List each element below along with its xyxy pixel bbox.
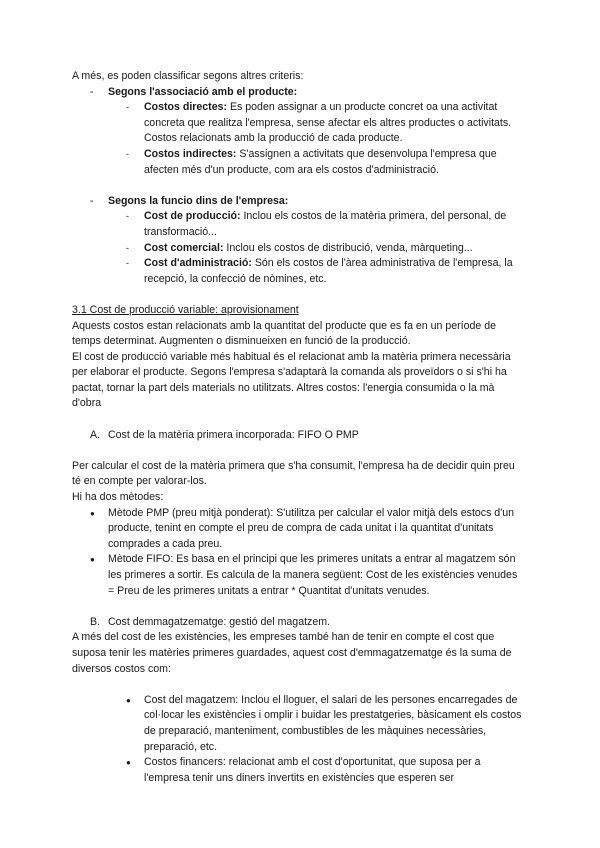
item-term: Cost d'administració:: [144, 257, 252, 270]
group-function-title: Segons la funcio dins de l'empresa:: [108, 194, 289, 207]
group-association-title: Segons l'associació amb el producte:: [108, 85, 298, 98]
document-page: [72, 69, 522, 786]
item-text: Són els costos de l'àrea administrativa de l'empresa, la recepció, la confecció de nòmines, etc.: [144, 257, 513, 285]
list-item: ● Mètode PMP (preu mitjà ponderat): S'utilitza per calcular el valor mitjà dels estocs d'un producte, tenint en compte el preu de compra de cada unitat i la quantitat d'unitats comprades a cada preu.: [72, 506, 522, 553]
subsection-title: Cost de la matèria primera incorporada: FIFO O PMP: [108, 428, 359, 441]
item-text: Inclou els costos de distribució, venda, màrqueting...: [223, 241, 473, 254]
subsection-b-heading: [72, 615, 522, 631]
item-text: Es poden assignar a un producte concret oa una activitat concreta que realitza l'empresa, sense afectar els altres productes o activitats. Costos relacionats amb la producció de cada producte.: [144, 101, 512, 145]
item-term: Costos indirectes:: [144, 147, 237, 160]
group-function-items: [108, 209, 522, 287]
classification-list: [72, 85, 522, 179]
list-item: ● Cost del magatzem: Inclou el lloguer, el salari de les persones encarregades de col·locar les existències i omplir i buidar les prestatgeries, bàsicament els costos de preparació, manteniment, combustibles de les màquines necessàries, preparació, etc.: [72, 693, 522, 755]
paragraph: El cost de producció variable més habitual és el relacionat amb la matèria primera necessària per elaborar el producte. Segons l'empresa s'adaptarà la comanda als proveïdors o si s'hi ha pactat, tornar la part dels materials no utilitzats. Altres costos: l'energia consumida o la mà d'obra: [72, 350, 511, 410]
methods-list: [72, 506, 522, 600]
intro-text: A més, es poden classificar segons altres criteris:: [72, 70, 304, 82]
list-item: [108, 209, 522, 240]
item-text: S'assignen a activitats que desenvolupa l'empresa que afecten més d'un producte, com ara els costos d'administració.: [144, 147, 497, 176]
list-item: [108, 147, 522, 178]
group-association-items: [108, 100, 522, 178]
item-term: Cost comercial:: [144, 241, 224, 254]
list-item: [108, 256, 522, 287]
list-item: ● Costos financers: relacionat amb el cost d'oportunitat, que suposa per a l'empresa tenir uns diners invertits en existències que esperen ser: [72, 755, 522, 786]
paragraph: Aquests costos estan relacionats amb la quantitat del producte que es fa en un període de temps determinat. Augmenten o disminueixen en funció de la producció.: [72, 319, 497, 348]
subsection-title: Cost demmagatzematge: gestió del magatzem.: [108, 615, 330, 628]
list-item: ● Mètode FIFO: Es basa en el principi que les primeres unitats a entrar al magatzem són les primeres a sortir. Es calcula de la manera següent: Cost de les existències venudes = Preu de les primeres unitats a entrar * Quantitat d'unitats venudes.: [72, 552, 522, 599]
paragraph: A més del cost de les existències, les empreses també han de tenir en compte el cost que suposa tenir les matèries primeres guardades, aquest cost d'emmagatzematge és la suma de diversos costos com:: [72, 631, 512, 675]
subsection-marker: B.: [90, 615, 101, 628]
item-term: Costos directes:: [144, 101, 228, 114]
paragraph: Hi ha dos mètodes:: [72, 491, 164, 504]
subsection-marker: A.: [90, 428, 101, 441]
subsection-a-heading: [72, 428, 522, 444]
item-term: Cost de producció:: [144, 210, 241, 223]
section-heading: 3.1 Cost de producció variable: aprovisionament: [72, 303, 299, 316]
storage-costs-list: [72, 693, 522, 787]
classification-list-2: [72, 194, 522, 288]
item-text: Inclou els costos de la matèria primera, del personal, de transformació...: [144, 210, 507, 238]
list-item: [108, 100, 522, 147]
group-association: [72, 85, 522, 179]
paragraph: Per calcular el cost de la matèria primera que s'ha consumit, l'empresa ha de decidir quin preu té en compte per valorar-los.: [72, 459, 515, 488]
group-function: [72, 194, 522, 288]
list-item: [108, 241, 522, 257]
